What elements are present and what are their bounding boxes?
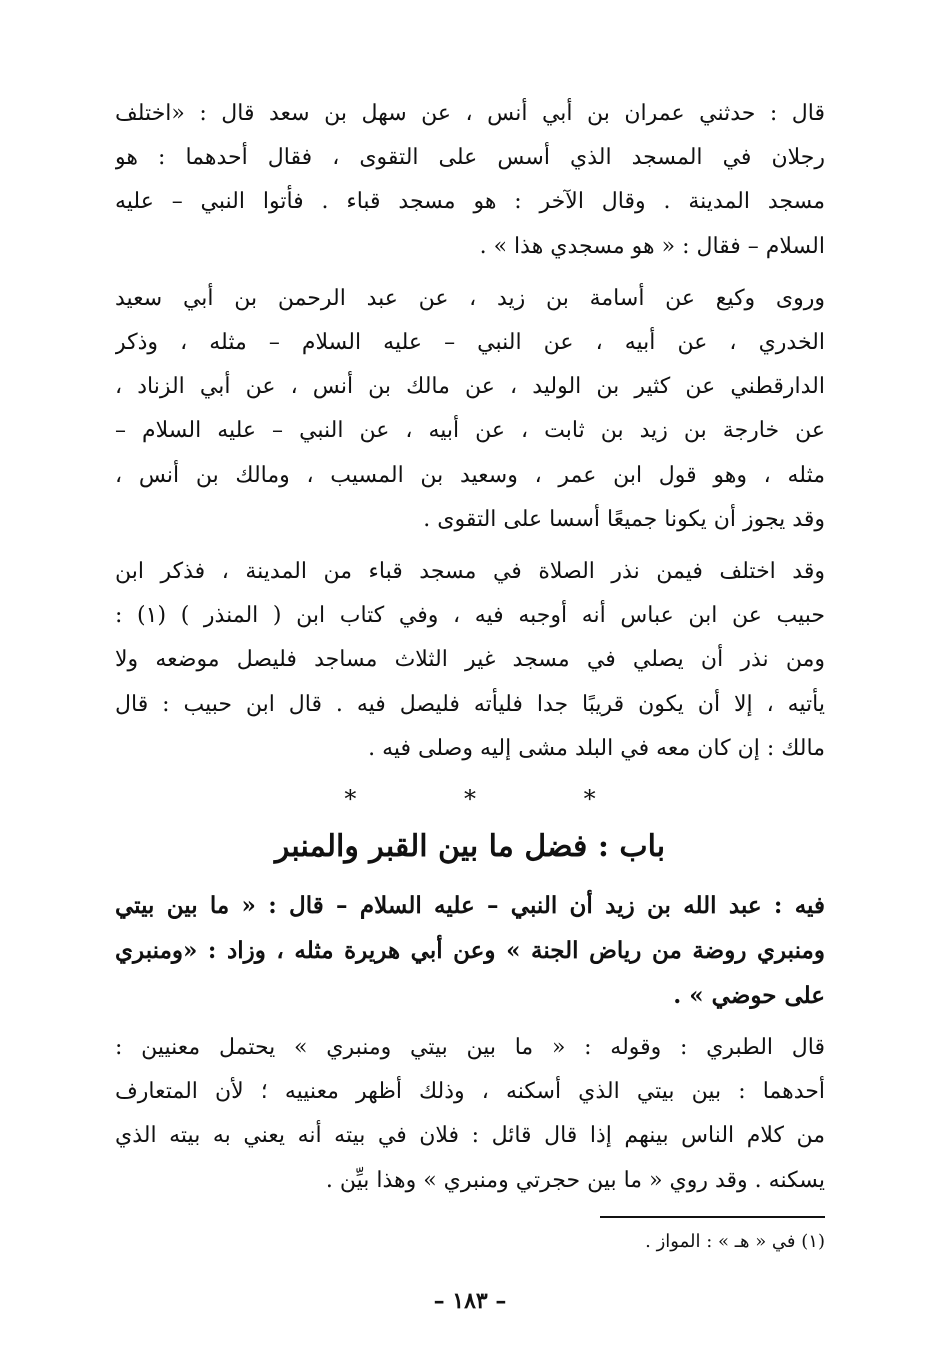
footnote: (١) في « هـ » : المواز .: [645, 1231, 825, 1252]
text-line: السلام – فقال : « هو مسجدي هذا » .: [479, 233, 825, 259]
page-number: – ١٨٣ –: [433, 1288, 507, 1314]
text-line: قال : حدثني عمران بن أبي أنس ، عن سهل بن سعد قال : «اختلف: [115, 101, 825, 126]
text-line: الخدري ، عن أبيه ، عن النبي – عليه السلام – مثله ، وذكر: [115, 330, 825, 356]
text-line: ومنبري روضة من رياض الجنة » وعن أبي هريرة مثله ، وزاد : «ومنبري: [115, 937, 825, 965]
text-line: مالك : إن كان معه في البلد مشى إليه وصلى فيه .: [368, 735, 825, 761]
text-line: عن خارجة بن زيد بن ثابت ، عن أبيه ، عن النبي – عليه السلام –: [115, 418, 825, 444]
text-line: قال الطبري : وقوله : « ما بين بيتي ومنبري » يحتمل معنيين :: [115, 1035, 825, 1061]
page-body: [115, 92, 825, 1211]
footnote-divider: [600, 1216, 825, 1218]
paragraph-1: [115, 92, 825, 269]
hadith-text: [115, 883, 825, 1018]
text-line: ومن نذر أن يصلي في مسجد غير الثلاث مساجد فليصل موضعه ولا: [115, 647, 825, 673]
text-line: حبيب عن ابن عباس أنه أوجبه فيه ، وفي كتاب ابن ( المنذر ) (١) :: [115, 603, 825, 629]
chapter-title: باب : فضل ما بين القبر والمنبر: [274, 829, 666, 865]
text-line: رجلان في المسجد الذي أسس على التقوى ، فقال أحدهما : هو: [115, 145, 825, 171]
section-separator: * * *: [344, 785, 646, 814]
text-line: وقد يجوز أن يكونا جميعًا أسسا على التقوى .: [423, 506, 825, 532]
text-line: يأتيه ، إلا أن يكون قريبًا جدا فليأته فليصل فيه . قال ابن حبيب : قال: [115, 691, 825, 717]
text-line: الدارقطني عن كثير بن الوليد ، عن مالك بن أنس ، عن أبي الزناد ،: [115, 374, 825, 400]
text-line: فيه : عبد الله بن زيد أن النبي – عليه السلام – قال : « ما بين بيتي: [115, 892, 825, 920]
commentary-paragraph: [115, 1026, 825, 1203]
text-line: أحدهما : بين بيتي الذي أسكنه ، وذلك أظهر معنييه ؛ لأن المتعارف: [115, 1079, 825, 1105]
text-line: مثله ، وهو قول ابن عمر ، وسعيد بن المسيب ، ومالك بن أنس ،: [115, 462, 825, 488]
paragraph-2: [115, 277, 825, 542]
text-line: وروى وكيع عن أسامة بن زيد ، عن عبد الرحمن بن أبي سعيد: [115, 285, 825, 311]
paragraph-3: [115, 550, 825, 771]
text-line: يسكنه . وقد روي « ما بين حجرتي ومنبري » وهذا بيِّن .: [325, 1167, 825, 1193]
text-line: على حوضي » .: [673, 982, 825, 1010]
text-line: مسجد المدينة . وقال الآخر : هو مسجد قباء . فأتوا النبي – عليه: [115, 189, 825, 215]
text-line: من كلام الناس بينهم إذا قال قائل : فلان في بيته أنه يعني به بيته الذي: [115, 1123, 825, 1149]
text-line: وقد اختلف فيمن نذر الصلاة في مسجد قباء من المدينة ، فذكر ابن: [115, 559, 825, 585]
